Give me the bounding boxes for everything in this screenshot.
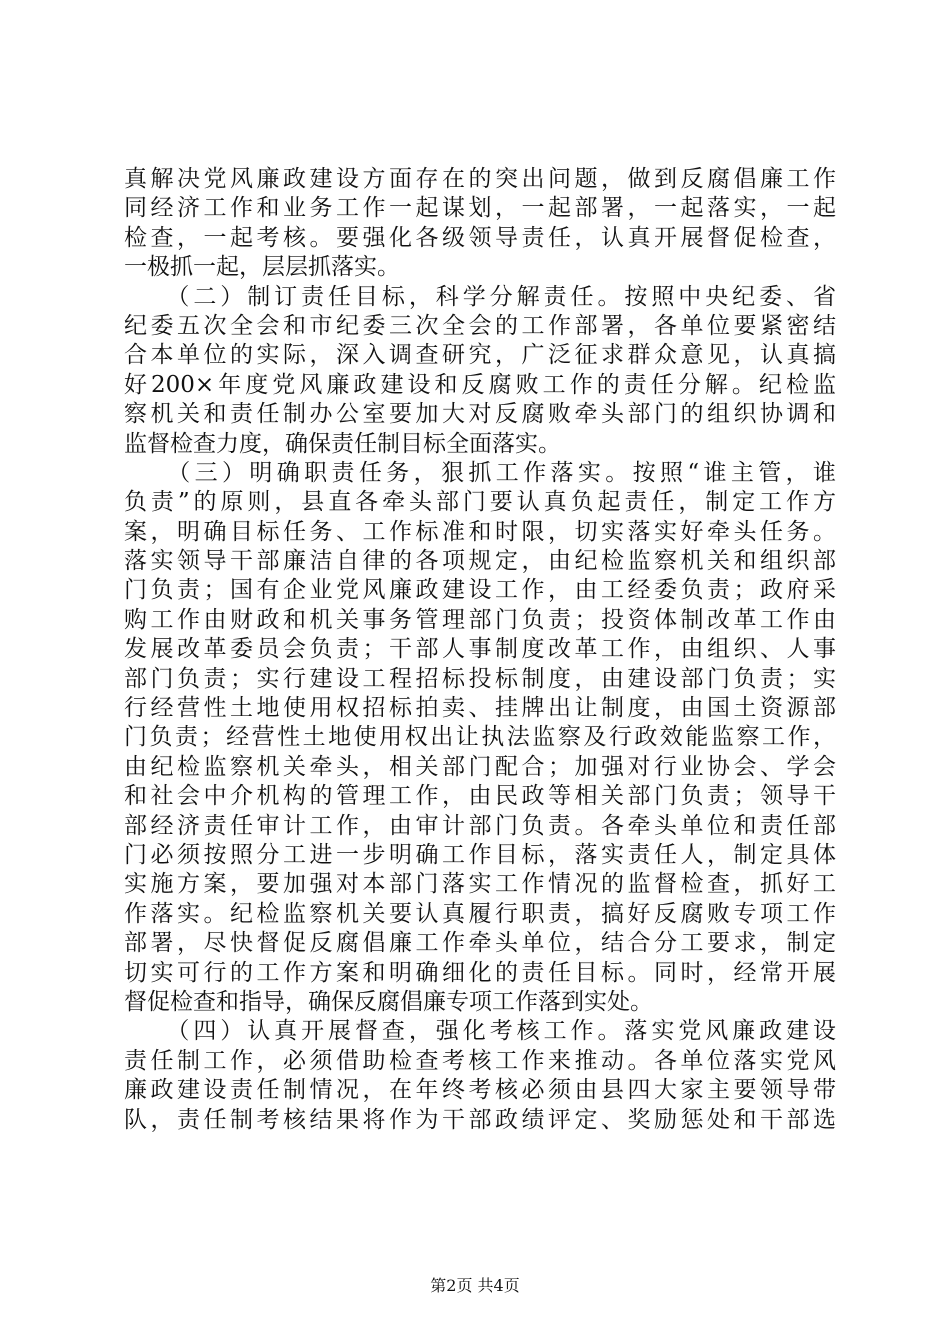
- text-line: 和社会中介机构的管理工作，由民政等相关部门负责；领导干: [124, 783, 836, 810]
- text-line: 部署，尽快督促反腐倡廉工作牵头单位，结合分工要求，制定: [124, 930, 836, 957]
- text-line: 纪委五次全会和市纪委三次全会的工作部署，各单位要紧密结: [124, 312, 836, 339]
- text-line: 门负责；国有企业党风廉政建设工作，由工经委负责；政府采: [124, 577, 836, 604]
- document-body: [124, 165, 836, 1135]
- page-footer: 第2页 共4页: [430, 1276, 520, 1295]
- text-line: 落实领导干部廉洁自律的各项规定，由纪检监察机关和组织部: [124, 548, 836, 575]
- text-line: 切实可行的工作方案和明确细化的责任目标。同时，经常开展: [124, 959, 836, 986]
- text-line: 门负责；经营性土地使用权出让执法监察及行政效能监察工作，: [124, 724, 836, 751]
- text-line: 门必须按照分工进一步明确工作目标，落实责任人，制定具体: [124, 841, 836, 868]
- text-line: 廉政建设责任制情况，在年终考核必须由县四大家主要领导带: [124, 1077, 836, 1104]
- text-line: （四）认真开展督查，强化考核工作。落实党风廉政建设: [124, 1018, 836, 1045]
- text-line: 负责”的原则，县直各牵头部门要认真负起责任，制定工作方: [124, 489, 836, 516]
- text-line: 同经济工作和业务工作一起谋划，一起部署，一起落实，一起: [124, 195, 836, 222]
- text-line: 责任制工作，必须借助检查考核工作来推动。各单位落实党风: [124, 1047, 836, 1074]
- text-line: 部经济责任审计工作，由审计部门负责。各牵头单位和责任部: [124, 812, 836, 839]
- text-line: 督促检查和指导，确保反腐倡廉专项工作落到实处。: [124, 988, 653, 1015]
- text-line: 部门负责；实行建设工程招标投标制度，由建设部门负责；实: [124, 665, 836, 692]
- text-line: 作落实。纪检监察机关要认真履行职责，搞好反腐败专项工作: [124, 900, 836, 927]
- text-line: 发展改革委员会负责；干部人事制度改革工作，由组织、人事: [124, 636, 836, 663]
- text-line: 行经营性土地使用权招标拍卖、挂牌出让制度，由国土资源部: [124, 695, 836, 722]
- text-line: （三）明确职责任务，狠抓工作落实。按照“谁主管，谁: [124, 459, 836, 486]
- text-line: 察机关和责任制办公室要加大对反腐败牵头部门的组织协调和: [124, 401, 836, 428]
- text-line: 由纪检监察机关牵头，相关部门配合；加强对行业协会、学会: [124, 753, 836, 780]
- text-line: 真解决党风廉政建设方面存在的突出问题，做到反腐倡廉工作: [124, 166, 836, 192]
- text-line: 队，责任制考核结果将作为干部政绩评定、奖励惩处和干部选: [124, 1106, 836, 1133]
- text-line: 实施方案，要加强对本部门落实工作情况的监督检查，抓好工: [124, 871, 836, 898]
- text-line: 好200×年度党风廉政建设和反腐败工作的责任分解。纪检监: [124, 371, 836, 398]
- text-line: 购工作由财政和机关事务管理部门负责；投资体制改革工作由: [124, 606, 836, 633]
- text-line: 案，明确目标任务、工作标准和时限，切实落实好牵头任务。: [124, 518, 836, 545]
- text-line: 检查，一起考核。要强化各级领导责任，认真开展督促检查，: [124, 224, 836, 251]
- text-line: 监督检查力度，确保责任制目标全面落实。: [124, 430, 561, 457]
- text-line: 一极抓一起，层层抓落实。: [124, 254, 400, 281]
- text-line: 合本单位的实际，深入调查研究，广泛征求群众意见，认真搞: [124, 342, 836, 369]
- text-line: （二）制订责任目标，科学分解责任。按照中央纪委、省: [124, 283, 836, 310]
